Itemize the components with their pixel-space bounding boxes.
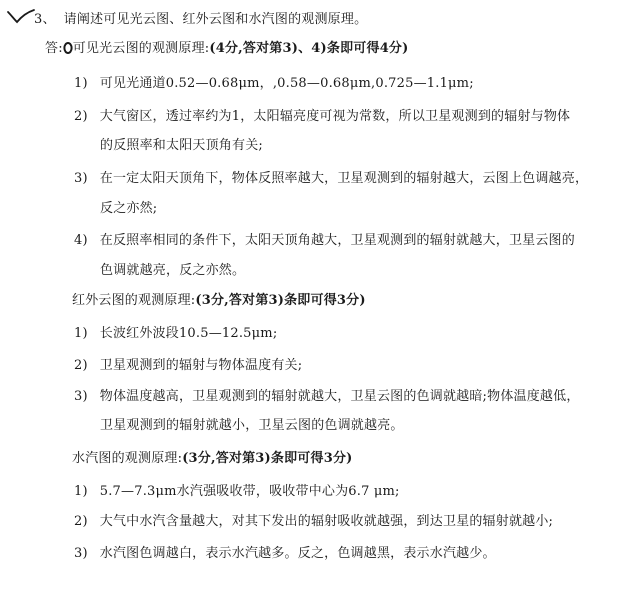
item-text: 可见光通道0.52—0.68μm，,0.58—0.68μm,0.725—1.1μm; <box>99 76 474 91</box>
visible-item-2 <box>74 108 570 126</box>
water-vapor-heading-line <box>72 450 353 468</box>
infrared-item-2 <box>74 357 302 375</box>
visible-heading: 可见光云图的观测原理: <box>72 41 210 56</box>
item-text: 长波红外波段10.5—12.5μm; <box>99 326 278 341</box>
item-text: 大气窗区，透过率约为1，太阳辐亮度可视为常数，所以卫星观测到的辐射与物体 <box>99 109 571 124</box>
item-number: 1) <box>74 326 88 341</box>
visible-item-4-cont <box>100 262 245 280</box>
visible-item-1 <box>74 75 474 93</box>
infrared-heading-line <box>72 292 366 310</box>
visible-item-4 <box>74 232 575 250</box>
item-number: 2) <box>74 514 88 529</box>
item-number: 1) <box>74 484 88 499</box>
item-text: 卫星观测到的辐射与物体温度有关; <box>99 358 303 373</box>
item-number: 4) <box>74 233 88 248</box>
visible-heading-line <box>45 40 409 58</box>
item-text: 在反照率相同的条件下，太阳天顶角越大，卫星观测到的辐射就越大，卫星云图的 <box>99 233 575 248</box>
answer-circle-mark-icon <box>63 42 73 54</box>
infrared-heading: 红外云图的观测原理: <box>72 293 196 308</box>
item-number: 3) <box>74 171 88 186</box>
check-mark-icon <box>6 8 36 24</box>
visible-item-2-cont <box>100 137 263 155</box>
infrared-scoring: (3分,答对第3)条即可得3分) <box>195 293 366 308</box>
water-vapor-item-2 <box>74 513 553 531</box>
answer-prefix: 答: <box>45 41 63 56</box>
water-vapor-heading: 水汽图的观测原理: <box>72 451 183 466</box>
infrared-item-3-cont <box>100 417 404 435</box>
water-vapor-item-1 <box>74 483 400 501</box>
item-text: 反之亦然; <box>100 201 158 216</box>
question-text: 请阐述可见光云图、红外云图和水汽图的观测原理。 <box>63 12 368 27</box>
item-number: 1) <box>74 76 88 91</box>
item-text: 色调就越亮，反之亦然。 <box>100 263 246 278</box>
item-number: 2) <box>74 358 88 373</box>
item-text: 在一定太阳天顶角下，物体反照率越大，卫星观测到的辐射越大，云图上色调越亮， <box>99 171 589 186</box>
item-text: 大气中水汽含量越大，对其下发出的辐射吸收就越强，到达卫星的辐射就越小; <box>99 514 554 529</box>
item-text: 物体温度越高，卫星观测到的辐射就越大，卫星云图的色调就越暗;物体温度越低， <box>99 389 580 404</box>
item-text: 5.7—7.3μm水汽强吸收带，吸收带中心为6.7 μm; <box>99 484 400 499</box>
question-number: 3、 <box>34 12 56 27</box>
infrared-item-1 <box>74 325 277 343</box>
water-vapor-scoring: (3分,答对第3)条即可得3分) <box>182 451 353 466</box>
question-line <box>34 11 367 29</box>
item-text: 水汽图色调越白，表示水汽越多。反之，色调越黑，表示水汽越少。 <box>99 546 496 561</box>
visible-scoring: (4分,答对第3)、4)条即可得4分) <box>209 41 409 56</box>
item-number: 3) <box>74 546 88 561</box>
visible-item-3 <box>74 170 588 188</box>
water-vapor-item-3 <box>74 545 496 563</box>
item-text: 卫星观测到的辐射就越小，卫星云图的色调就越亮。 <box>100 418 404 433</box>
visible-item-3-cont <box>100 200 157 218</box>
item-text: 的反照率和太阳天顶角有关; <box>100 138 263 153</box>
item-number: 2) <box>74 109 88 124</box>
infrared-item-3 <box>74 388 580 406</box>
item-number: 3) <box>74 389 88 404</box>
